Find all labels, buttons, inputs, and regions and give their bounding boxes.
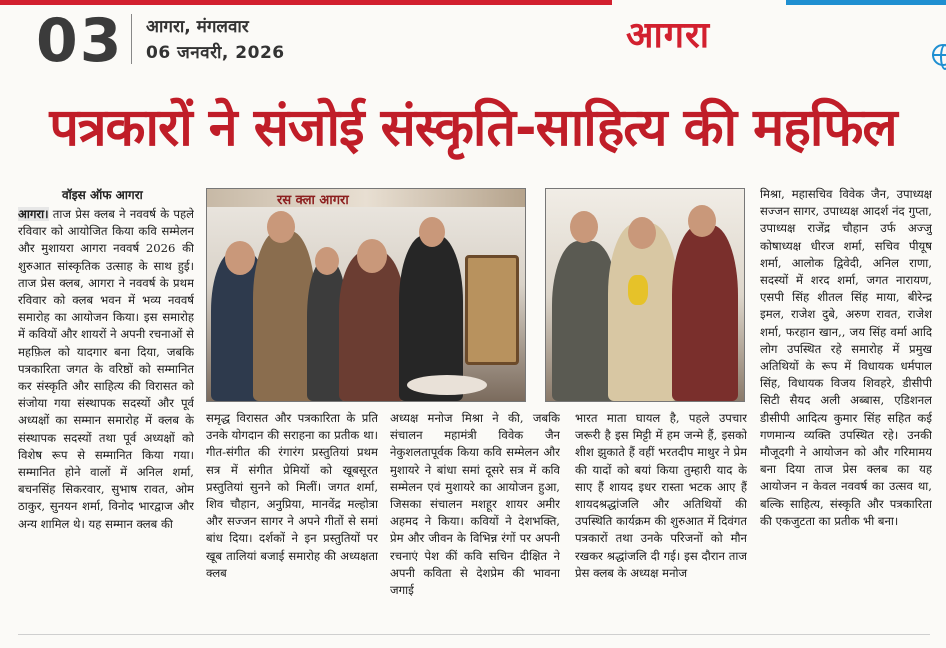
stage-banner-text: रस क्ला आगरा: [277, 193, 349, 208]
article-column-1: [18, 206, 194, 626]
stage-banner: [207, 189, 525, 207]
article-headline: पत्रकारों ने संजोई संस्कृति-साहित्य की महफिल: [49, 98, 897, 158]
event-photo-1: [206, 188, 526, 402]
photo-person: [253, 231, 315, 401]
city-day: आगरा, मंगलवार: [146, 17, 249, 37]
page-number: 03: [36, 6, 124, 76]
section-title: आगरा: [626, 15, 711, 56]
photo-person-head: [628, 217, 656, 249]
column-1-text: ताज प्रेस क्लब ने नववर्ष के पहले रविवार को आयोजित किया कवि सम्मेलन और मुशायरा आगरा नववर्ष 2026 की शुरुआत सांस्कृतिक उत्साह के साथ हुई। ताज प्रेस क्लब, आगरा ने नववर्ष के प्रथम रविवार को क्लब भवन में भव्य नववर्ष समारोह का आयोजन किया। इस समारोह में कवियों और शायरों ने अपनी रचनाओं से महफ़िल को यादगार बना दिया, जबकि पत्रकारिता जगत के वरिष्ठों को सम्मानित कर संस्कृति और साहित्य की विरासत को संजोया गया संस्थापक सदस्यों और पूर्व अध्यक्षों का सम्मान समारोह में क्लब के संस्थापक सदस्यों तथा पूर्व अध्यक्षों को विशेष रूप से सम्मानित किया गया। सम्मानित होने वालों में अनिल शर्मा, बचनसिंह सिकरवार, सुभाष रावत, ओम ठाकुर, सुनयन शर्मा, विनोद भारद्वाज और अन्य शामिल थे। यह सम्मान क्लब की: [18, 207, 194, 531]
masthead-red-rule: [0, 0, 612, 5]
column-2-text: समृद्ध विरासत और पत्रकारिता के प्रति उनके योगदान की सराहना का प्रतीक था। गीत-संगीत की रंगारंग प्रस्तुतियां प्रथम सत्र में संगीत प्रेमियों को खूबसूरत प्रस्तुतियां सुनने को मिलीं। जगत शर्मा, शिव चौहान, अनुप्रिया, मानवेंद्र मल्होत्रा और सज्जन सागर ने अपने गीतों से समां बांध दिया। दर्शकों ने इन प्रस्तुतियों पर खूब तालियां बजाई समारोह की अध्यक्षता क्लब: [206, 411, 378, 580]
photo-person-head: [225, 241, 255, 275]
photo-person: [608, 223, 678, 401]
article-byline: वॉइस ऑफ आगरा: [62, 188, 143, 202]
photo-person: [672, 225, 738, 401]
photo-person-head: [357, 239, 387, 273]
flower-offering: [407, 375, 487, 395]
dateline-lead: आगरा।: [18, 207, 49, 221]
article-column-5: [760, 186, 932, 626]
masthead-blue-rule: [786, 0, 946, 5]
framed-portrait: [465, 255, 519, 365]
memento-award: [628, 275, 648, 305]
article-column-4: [575, 410, 747, 626]
article-column-3: [390, 410, 560, 626]
globe-icon[interactable]: [932, 44, 946, 66]
issue-date: 06 जनवरी, 2026: [146, 43, 285, 63]
photo-person-head: [419, 217, 445, 247]
masthead-divider: [131, 14, 132, 64]
column-5-text: मिश्रा, महासचिव विवेक जैन, उपाध्यक्ष सज्जन सागर, उपाध्यक्ष आदर्श नंद गुप्ता, उपाध्यक्ष राजेंद्र चौहान उर्फ अज्जु कोषाध्यक्ष धीरज शर्मा, सचिव पीयूष शर्मा, आलोक द्विवेदी, अनिल राणा, सदस्यों में शरद शर्मा, जगत नारायण, एसपी सिंह शीतल सिंह माया, बीरेन्द्र इमल, राजेश दुबे, अरुण रावत, राजेश शर्मा, फरहान खान,, जय सिंह वर्मा आदि लोग उपस्थित रहे समारोह में प्रमुख अतिथियों के रूप में विधायक धर्मपाल सिंह, विधायक विजय शिवहरे, डीसीपी सिटी सैयद अली अब्बास, एडिशनल डीसीपी आदित्य कुमार सिंह सहित कई गणमान्य व्यक्ति उपस्थित रहे। उनकी मौजूदगी ने आयोजन को और गरिमामय बना दिया ताज प्रेस क्लब का यह आयोजन न केवल नववर्ष का उत्सव था, बल्कि साहित्य, संस्कृति और पत्रकारिता की एकजुटता का प्रतीक भी बना।: [760, 187, 932, 528]
article-column-2: [206, 410, 378, 626]
column-3-text: अध्यक्ष मनोज मिश्रा ने की, जबकि संचालन महामंत्री विवेक जैन नेकुशलतापूर्वक किया कवि सम्मेलन और मुशायरे ने बांधा समां दूसरे सत्र में कवि सम्मेलन एवं मुशायरे का आयोजन हुआ, जिसका संचालन मशहूर शायर अमीर अहमद ने किया। कवियों ने देशभक्ति, प्रेम और जीवन के विभिन्न रंगों पर अपनी रचनाएं पेश कीं कवि सचिन दीक्षित ने अपनी कविता से देशप्रेम की भावना जगाई: [390, 411, 560, 598]
photo-person-head: [688, 205, 716, 237]
photo-person-head: [315, 247, 339, 275]
column-4-text: भारत माता घायल है, पहले उपचार जरूरी है इस मिट्टी में हम जन्मे हैं, इसको शीश झुकाते हैं वहीं भरतदीप माथुर ने प्रेम की यादों को बयां किया तुम्हारी याद के साए हैं शायद इधर रास्ता भटक आए हैं शायदश्रद्धांजलि और अतिथियों की उपस्थिति कार्यक्रम की शुरुआत में दिवंगत पत्रकारों तथा उनके परिजनों को मौन रखकर श्रद्धांजलि दी गई। इस दौरान ताज प्रेस क्लब के अध्यक्ष मनोज: [575, 411, 747, 580]
photo-person-head: [267, 211, 295, 243]
photo-person-head: [570, 211, 598, 243]
page-bottom-rule: [18, 634, 930, 635]
event-photo-2: [545, 188, 745, 402]
photo-person: [339, 251, 405, 401]
